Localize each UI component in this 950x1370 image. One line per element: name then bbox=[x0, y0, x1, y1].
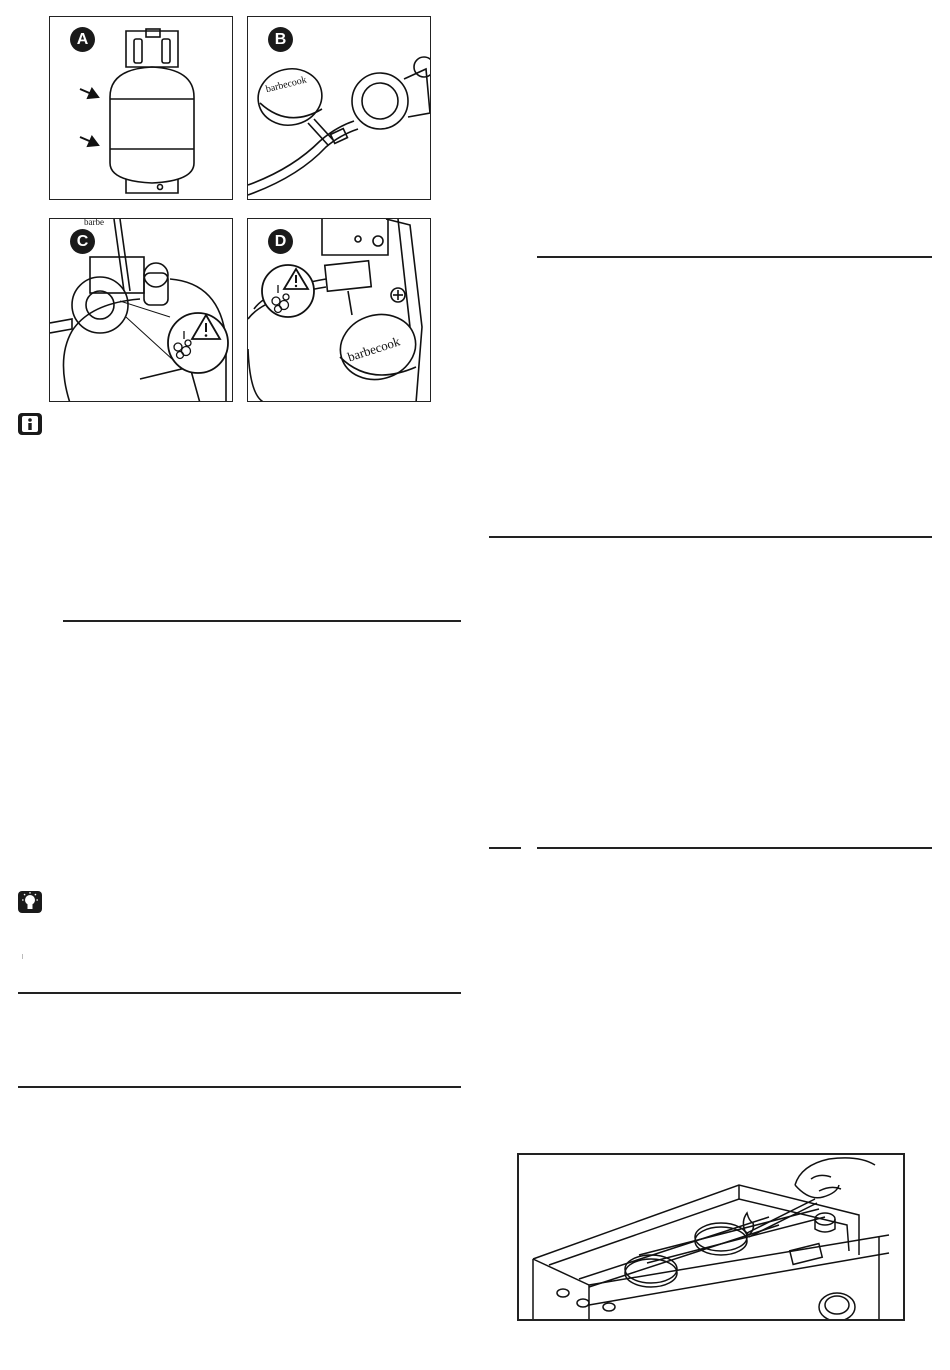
stray-mark bbox=[22, 954, 23, 959]
burner-lighting-illustration bbox=[519, 1155, 903, 1319]
figure-panel-a bbox=[49, 16, 233, 200]
panel-b-badge: B bbox=[268, 27, 293, 52]
figure-panel-d bbox=[247, 218, 431, 402]
panel-b-brand: barbecook bbox=[264, 74, 308, 96]
figure-panel-b bbox=[247, 16, 431, 200]
section-rule-left-2 bbox=[18, 992, 461, 994]
section-rule-right-3a bbox=[489, 847, 521, 849]
panel-d-brand: barbecook bbox=[345, 333, 402, 365]
cylinder-valve-leak-test-illustration bbox=[50, 219, 233, 402]
hose-regulator-illustration bbox=[248, 17, 431, 200]
panel-c-badge: C bbox=[70, 229, 95, 254]
gas-cylinder-illustration bbox=[50, 17, 233, 200]
burner-lighting-figure bbox=[517, 1153, 905, 1321]
section-rule-right-2 bbox=[489, 536, 932, 538]
section-rule-left-3 bbox=[18, 1086, 461, 1088]
section-rule-left-1 bbox=[63, 620, 461, 622]
section-rule-right-1 bbox=[537, 256, 932, 258]
figure-panel-c bbox=[49, 218, 233, 402]
panel-d-warning-lens bbox=[262, 265, 314, 317]
panel-a-badge: A bbox=[70, 27, 95, 52]
panel-d-badge: D bbox=[268, 229, 293, 254]
grill-connection-leak-test-illustration bbox=[248, 219, 431, 402]
section-rule-right-3b bbox=[537, 847, 932, 849]
panel-c-warning-lens bbox=[120, 301, 228, 373]
info-icon bbox=[18, 413, 42, 435]
lightbulb-icon bbox=[18, 891, 42, 913]
panel-c-brand-fragment: barbe bbox=[84, 219, 104, 227]
